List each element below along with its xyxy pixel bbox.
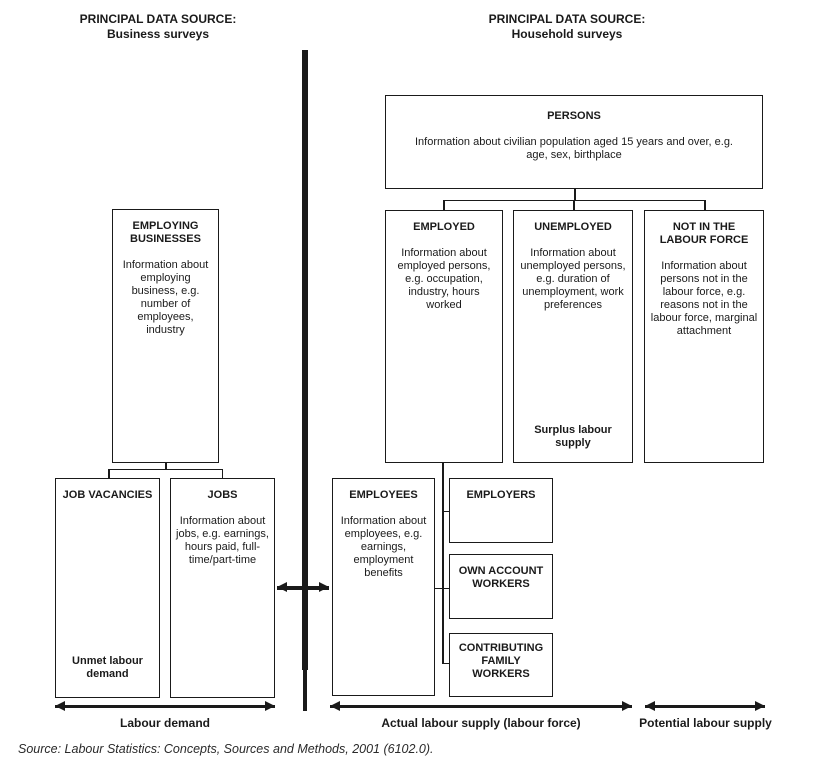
- labour-demand-arrow: [55, 705, 275, 708]
- box-jobs-title: JOBS: [207, 489, 238, 501]
- connector-employed-stem: [442, 463, 444, 664]
- box-own-account-workers: [449, 554, 553, 619]
- box-unemployed-title: UNEMPLOYED: [534, 221, 612, 233]
- box-employees-title: EMPLOYEES: [349, 489, 418, 501]
- connector-drop-unemployed: [573, 200, 575, 211]
- connector-drop-job-vacancies: [108, 469, 110, 479]
- box-employees-body: Information about employees, e.g. earnings, employment benefits: [340, 515, 427, 579]
- box-employed: [385, 210, 503, 463]
- box-not-in-labour-force-title: NOT IN THE LABOUR FORCE: [659, 221, 749, 246]
- jobs-employees-link-arrow: [277, 586, 329, 590]
- actual-labour-supply-arrow: [330, 705, 632, 708]
- box-employers-title: EMPLOYERS: [466, 489, 536, 501]
- box-persons-body: Information about civilian population aged 15 years and over, e.g. age, sex, birthplace: [415, 136, 733, 161]
- box-employing-businesses-title: EMPLOYING BUSINESSES: [130, 220, 201, 245]
- box-contributing-family-workers-title: CONTRIBUTING FAMILY WORKERS: [458, 642, 544, 680]
- divider-line: [302, 50, 308, 670]
- connector-businesses-rail: [108, 469, 223, 471]
- box-unemployed: [513, 210, 633, 463]
- connector-drop-employed: [443, 200, 445, 211]
- divider-line-lower: [303, 670, 307, 711]
- connector-stub-own-account: [435, 588, 450, 590]
- source-note: Source: Labour Statistics: Concepts, Sources and Methods, 2001 (6102.0).: [18, 742, 434, 756]
- box-persons-title: PERSONS: [547, 110, 601, 122]
- labour-demand-label: Labour demand: [119, 716, 210, 730]
- connector-drop-jobs: [222, 469, 224, 479]
- header-business-surveys: [38, 12, 278, 42]
- potential-labour-supply-label: Potential labour supply: [639, 716, 772, 730]
- connector-persons-stem: [574, 189, 576, 200]
- actual-labour-supply-label: Actual labour supply (labour force): [381, 716, 581, 730]
- header-business-line1: PRINCIPAL DATA SOURCE:: [79, 12, 237, 26]
- box-persons: [385, 95, 763, 189]
- box-contributing-family-workers: [449, 633, 553, 697]
- box-not-in-labour-force: [644, 210, 764, 463]
- header-household-line1: PRINCIPAL DATA SOURCE:: [488, 12, 646, 26]
- header-household-line2: Household surveys: [511, 27, 623, 41]
- box-unemployed-footer: Surplus labour supply: [534, 424, 612, 449]
- box-employers: [449, 478, 553, 543]
- box-jobs-body: Information about jobs, e.g. earnings, hours paid, full-time/part-time: [176, 515, 269, 566]
- connector-drop-nilf: [704, 200, 706, 211]
- box-own-account-workers-title: OWN ACCOUNT WORKERS: [458, 565, 544, 590]
- box-unemployed-body: Information about unemployed persons, e.g. duration of unemployment, work preferences: [520, 247, 626, 311]
- box-job-vacancies-title: JOB VACANCIES: [62, 489, 153, 501]
- box-jobs: [170, 478, 275, 698]
- box-employing-businesses: [112, 209, 219, 463]
- box-employed-title: EMPLOYED: [413, 221, 475, 233]
- potential-labour-supply-arrow: [645, 705, 765, 708]
- header-business-line2: Business surveys: [106, 27, 210, 41]
- header-household-surveys: [447, 12, 687, 42]
- box-employees: [332, 478, 435, 696]
- box-job-vacancies: [55, 478, 160, 698]
- box-job-vacancies-footer: Unmet labour demand: [72, 655, 143, 680]
- box-employed-body: Information about employed persons, e.g. occupation, industry, hours worked: [397, 247, 491, 311]
- box-employing-businesses-body: Information about employing business, e.g. number of employees, industry: [122, 259, 209, 336]
- box-not-in-labour-force-body: Information about persons not in the labour force, e.g. reasons not in the labour force, marginal attachment: [650, 260, 758, 337]
